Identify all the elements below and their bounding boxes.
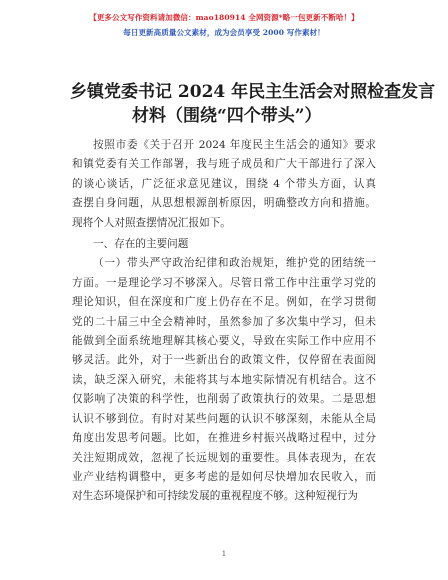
banner-line-1: 【更多公文写作资料请加微信：mao180914 全网资源*略一包更新不断哈！】 <box>89 13 359 22</box>
intro-line: 查摆自身问题，从思想根源剖析原因，明确整改方向和措施。 <box>72 197 376 210</box>
intro-line: 按照市委《关于召开 2024 年度民主生活会的通知》要求 <box>93 139 376 151</box>
paragraph-line: 对生态环境保护和可持续发展的重视程度不够。这种短视行为 <box>72 490 359 503</box>
paragraph-line: 业产业结构调整中，更多考虑的是如何尽快增加农民收入，而 <box>72 470 376 483</box>
paragraph-line: 够灵活。此外，对于一些新出台的政策文件，仅停留在表面阅 <box>72 354 376 367</box>
paragraph-line: 仅影响了决策的科学性，也削弱了政策执行的效果。二是思想 <box>72 393 376 406</box>
intro-line: 和镇党委有关工作部署，我与班子成员和广大干部进行了深入 <box>72 158 376 171</box>
paragraph-line: 理论知识，但在深度和广度上仍存在不足。例如，在学习贯彻 <box>72 296 376 309</box>
intro-paragraph <box>72 136 376 233</box>
paragraph-line: 读，缺乏深入研究，未能将其与本地实际情况有机结合。这不 <box>72 373 376 386</box>
paragraph-line: （一）带头严守政治纪律和政治规矩，维护党的团结统一 <box>93 257 376 270</box>
paragraph-line: 能做到全面系统地理解其核心要义，导致在实际工作中应用不 <box>72 335 376 348</box>
page-number: 1 <box>221 550 227 558</box>
problem-paragraph <box>72 254 376 506</box>
paragraph-line: 党的二十届三中全会精神时，虽然参加了多次集中学习，但未 <box>72 315 376 328</box>
title-line-1: 乡镇党委书记 2024 年民主生活会对照检查发言 <box>70 82 436 102</box>
banner-line-2: 每日更新高质量公文素材，成为会员享受 2000 写作素材！ <box>123 28 325 37</box>
intro-line: 现将个人对照查摆情况汇报如下。 <box>72 216 231 229</box>
paragraph-line: 关注短期成效，忽视了长远规划的重要性。具体表现为，在农 <box>72 451 376 464</box>
paragraph-line: 认识不够到位。有时对某些问题的认识不够深刻，未能从全局 <box>72 412 376 425</box>
header-banner <box>0 12 448 38</box>
document-title <box>70 80 436 128</box>
paragraph-line: 方面。一是理论学习不够深入。尽管日常工作中注重学习党的 <box>72 276 376 289</box>
intro-line: 的谈心谈话，广泛征求意见建议，围绕 4 个带头方面，认真 <box>72 177 376 190</box>
paragraph-line: 角度出发思考问题。比如，在推进乡村振兴战略过程中，过分 <box>72 432 376 445</box>
document-body <box>72 136 376 507</box>
title-line-2: 材料（围绕“四个带头”） <box>132 106 322 126</box>
section-heading: 一、存在的主要问题 <box>93 238 189 251</box>
